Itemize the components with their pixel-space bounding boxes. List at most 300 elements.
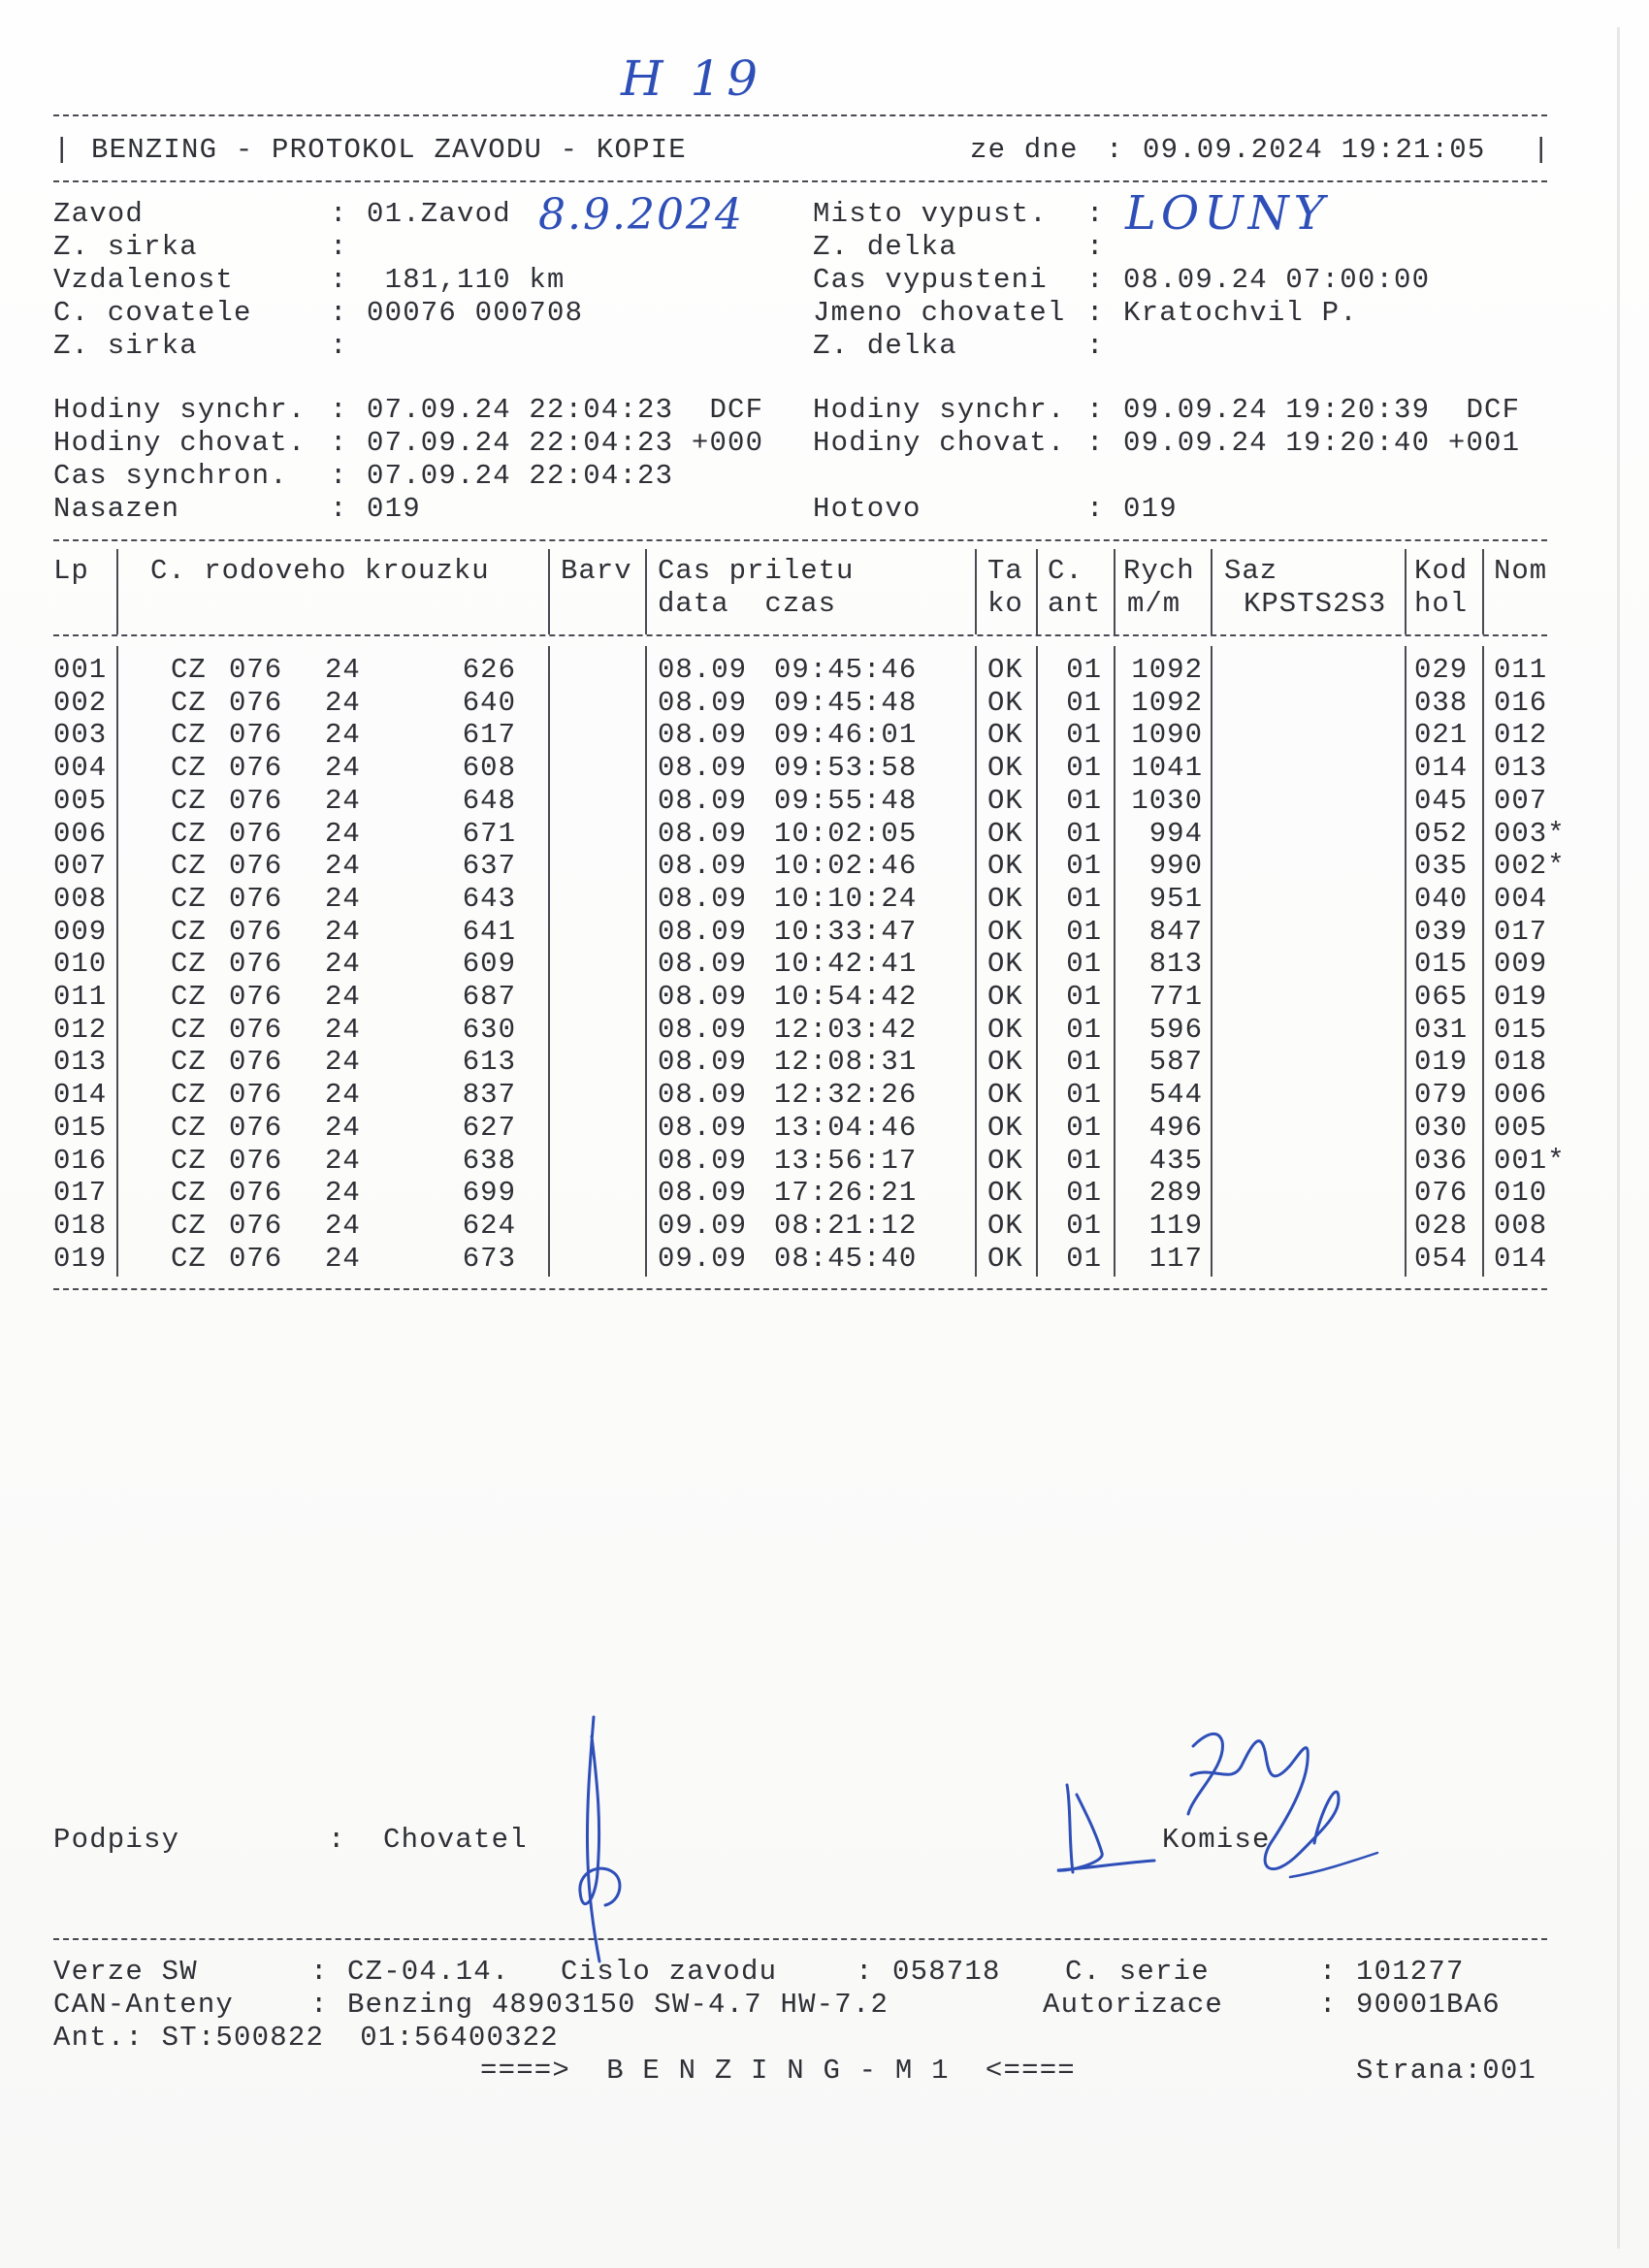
cell-date: 09.09: [658, 1243, 748, 1275]
cell-ring: 638: [462, 1145, 516, 1177]
sync-left-value: 019: [367, 493, 421, 525]
cell-org: 076: [229, 719, 283, 751]
cell-lp: 002: [53, 687, 108, 719]
cell-ant: 01: [1066, 719, 1102, 751]
cell-lp: 013: [53, 1046, 108, 1078]
info-right-value: Kratochvil P.: [1123, 297, 1358, 329]
header-saz-line2: KPSTS2S3: [1244, 588, 1387, 620]
cell-ant: 01: [1066, 654, 1102, 686]
sync-right-label: Hotovo: [813, 493, 922, 525]
cell-rych: 771: [1148, 981, 1203, 1013]
signatures-colon: :: [328, 1824, 346, 1856]
header-bottom-rule: [53, 180, 1547, 182]
cell-org: 076: [229, 850, 283, 882]
info-left-colon: :: [330, 297, 348, 329]
cell-ring: 643: [462, 883, 516, 915]
cell-org: 076: [229, 981, 283, 1013]
sync-left-label: Nasazen: [53, 493, 180, 525]
cell-ant: 01: [1066, 1243, 1102, 1275]
commission-signature: [1048, 1707, 1416, 1901]
cell-date: 08.09: [658, 818, 748, 850]
cell-ant: 01: [1066, 883, 1102, 915]
info-right-colon: :: [1086, 264, 1105, 296]
header-kod-line2: hol: [1414, 588, 1469, 620]
cell-time: 09:55:48: [774, 785, 918, 817]
cell-country: CZ: [171, 1210, 207, 1242]
cell-country: CZ: [171, 1112, 207, 1144]
sync-left-colon: :: [330, 460, 348, 492]
cell-ant: 01: [1066, 1145, 1102, 1177]
cell-time: 12:03:42: [774, 1014, 918, 1046]
cell-rych: 1092: [1131, 654, 1203, 686]
info-left-label: Z. sirka: [53, 330, 198, 362]
cell-tako: OK: [987, 1112, 1023, 1144]
cell-ring: 671: [462, 818, 516, 850]
cell-ant: 01: [1066, 1112, 1102, 1144]
cell-rych: 1041: [1131, 752, 1203, 784]
auth-colon: :: [1319, 1989, 1338, 2021]
cell-year: 24: [325, 1243, 361, 1275]
cell-org: 076: [229, 654, 283, 686]
cell-country: CZ: [171, 719, 207, 751]
cell-country: CZ: [171, 1177, 207, 1209]
column-divider: [975, 549, 977, 634]
can-label: CAN-Anteny: [53, 1989, 235, 2021]
cell-time: 09:53:58: [774, 752, 918, 784]
cell-ring: 630: [462, 1014, 516, 1046]
cell-rych: 587: [1148, 1046, 1203, 1078]
signatures-label: Podpisy: [53, 1824, 180, 1856]
cell-country: CZ: [171, 981, 207, 1013]
info-left-colon: :: [330, 231, 348, 263]
cell-ant: 01: [1066, 1210, 1102, 1242]
cell-ring: 837: [462, 1079, 516, 1111]
cell-year: 24: [325, 883, 361, 915]
cell-nom: 003*: [1494, 818, 1566, 850]
cell-year: 24: [325, 1046, 361, 1078]
cell-kod: 076: [1414, 1177, 1469, 1209]
info-right-colon: :: [1086, 198, 1105, 230]
cell-org: 076: [229, 1112, 283, 1144]
cell-date: 08.09: [658, 883, 748, 915]
cell-date: 08.09: [658, 1177, 748, 1209]
cell-kod: 030: [1414, 1112, 1469, 1144]
info-right-label: Z. delka: [813, 231, 957, 263]
table-bottom-rule: [53, 1288, 1547, 1290]
serie-colon: :: [1319, 1956, 1338, 1988]
cell-country: CZ: [171, 1243, 207, 1275]
cell-year: 24: [325, 1177, 361, 1209]
cell-ring: 627: [462, 1112, 516, 1144]
cell-date: 08.09: [658, 687, 748, 719]
cell-date: 08.09: [658, 850, 748, 882]
cell-country: CZ: [171, 687, 207, 719]
auth-value: 90001BA6: [1356, 1989, 1501, 2021]
cell-lp: 006: [53, 818, 108, 850]
cell-year: 24: [325, 981, 361, 1013]
cell-lp: 008: [53, 883, 108, 915]
commission-label: Komise: [1162, 1824, 1271, 1856]
auth-label: Autorizace: [1043, 1989, 1224, 2021]
cell-year: 24: [325, 916, 361, 948]
cell-ring: 608: [462, 752, 516, 784]
cell-time: 17:26:21: [774, 1177, 918, 1209]
column-divider: [548, 646, 550, 1277]
cell-time: 10:42:41: [774, 948, 918, 980]
column-divider: [975, 646, 977, 1277]
sync-left-value: 07.09.24 22:04:23 +000: [367, 427, 764, 459]
cell-nom: 013: [1494, 752, 1548, 784]
header-date-colon: :: [1106, 134, 1124, 166]
cell-ring: 637: [462, 850, 516, 882]
cell-date: 08.09: [658, 1112, 748, 1144]
cell-year: 24: [325, 1145, 361, 1177]
cell-rych: 496: [1148, 1112, 1203, 1144]
column-divider: [1482, 549, 1484, 634]
cell-date: 08.09: [658, 1079, 748, 1111]
cell-ant: 01: [1066, 818, 1102, 850]
cell-lp: 010: [53, 948, 108, 980]
can-value: Benzing 48903150 SW-4.7 HW-7.2: [347, 1989, 889, 2021]
sync-right-value: 09.09.24 19:20:39 DCF: [1123, 394, 1521, 426]
column-divider: [1036, 646, 1038, 1277]
handwritten-place: LOUNY: [1125, 186, 1330, 241]
cell-ring: 624: [462, 1210, 516, 1242]
info-right-value: 08.09.24 07:00:00: [1123, 264, 1431, 296]
cell-nom: 006: [1494, 1079, 1548, 1111]
cell-year: 24: [325, 752, 361, 784]
cell-tako: OK: [987, 883, 1023, 915]
cell-org: 076: [229, 1014, 283, 1046]
cell-tako: OK: [987, 752, 1023, 784]
cell-ring: 626: [462, 654, 516, 686]
cell-kod: 029: [1414, 654, 1469, 686]
header-rych-line1: Rych: [1123, 555, 1195, 587]
cell-nom: 007: [1494, 785, 1548, 817]
cell-kod: 014: [1414, 752, 1469, 784]
cell-year: 24: [325, 1079, 361, 1111]
sync-right-colon: :: [1086, 427, 1105, 459]
cell-lp: 014: [53, 1079, 108, 1111]
cell-country: CZ: [171, 948, 207, 980]
cell-time: 10:02:05: [774, 818, 918, 850]
cell-date: 08.09: [658, 948, 748, 980]
sync-right-colon: :: [1086, 394, 1105, 426]
cell-year: 24: [325, 818, 361, 850]
cell-nom: 008: [1494, 1210, 1548, 1242]
cell-rych: 289: [1148, 1177, 1203, 1209]
sync-left-value: 07.09.24 22:04:23: [367, 460, 674, 492]
verze-colon: :: [310, 1956, 329, 1988]
cell-nom: 018: [1494, 1046, 1548, 1078]
cell-date: 08.09: [658, 752, 748, 784]
cell-kod: 036: [1414, 1145, 1469, 1177]
info-left-label: Z. sirka: [53, 231, 198, 263]
info-left-colon: :: [330, 330, 348, 362]
cell-time: 10:10:24: [774, 883, 918, 915]
cislo-colon: :: [856, 1956, 874, 1988]
cislo-value: 058718: [892, 1956, 1001, 1988]
cell-ring: 617: [462, 719, 516, 751]
verze-value: CZ-04.14.: [347, 1956, 510, 1988]
cell-country: CZ: [171, 1079, 207, 1111]
cell-kod: 038: [1414, 687, 1469, 719]
cell-ant: 01: [1066, 1177, 1102, 1209]
cell-tako: OK: [987, 948, 1023, 980]
cell-nom: 019: [1494, 981, 1548, 1013]
info-right-label: Misto vypust.: [813, 198, 1048, 230]
cell-ant: 01: [1066, 916, 1102, 948]
cell-tako: OK: [987, 818, 1023, 850]
info-left-label: C. covatele: [53, 297, 252, 329]
column-divider: [1405, 549, 1406, 634]
column-divider: [645, 549, 647, 634]
cell-year: 24: [325, 785, 361, 817]
info-left-colon: :: [330, 264, 348, 296]
column-divider: [116, 646, 118, 1277]
cell-year: 24: [325, 1210, 361, 1242]
cell-rych: 117: [1148, 1243, 1203, 1275]
cell-kod: 040: [1414, 883, 1469, 915]
serie-label: C. serie: [1065, 1956, 1210, 1988]
sync-right-value: 019: [1123, 493, 1178, 525]
cell-kod: 052: [1414, 818, 1469, 850]
cell-time: 13:04:46: [774, 1112, 918, 1144]
cell-lp: 016: [53, 1145, 108, 1177]
cell-nom: 017: [1494, 916, 1548, 948]
cell-org: 076: [229, 1046, 283, 1078]
cell-date: 08.09: [658, 785, 748, 817]
cell-country: CZ: [171, 916, 207, 948]
header-ring: C. rodoveho krouzku: [150, 555, 490, 587]
cell-lp: 004: [53, 752, 108, 784]
cell-kod: 039: [1414, 916, 1469, 948]
column-divider: [1114, 646, 1116, 1277]
column-divider: [1211, 646, 1212, 1277]
cell-time: 12:08:31: [774, 1046, 918, 1078]
cell-ant: 01: [1066, 687, 1102, 719]
cell-tako: OK: [987, 1243, 1023, 1275]
info-left-label: Vzdalenost: [53, 264, 235, 296]
sync-left-colon: :: [330, 493, 348, 525]
cell-lp: 007: [53, 850, 108, 882]
cell-kod: 019: [1414, 1046, 1469, 1078]
sync-left-label: Hodiny chovat.: [53, 427, 307, 459]
cell-org: 076: [229, 1145, 283, 1177]
header-date-label: ze dne: [970, 134, 1079, 166]
cell-ring: 609: [462, 948, 516, 980]
column-divider: [1114, 549, 1116, 634]
cell-lp: 017: [53, 1177, 108, 1209]
cell-time: 10:33:47: [774, 916, 918, 948]
cell-time: 08:21:12: [774, 1210, 918, 1242]
cell-ant: 01: [1066, 752, 1102, 784]
cell-tako: OK: [987, 1014, 1023, 1046]
header-nom: Nom: [1494, 555, 1548, 587]
cell-ring: 640: [462, 687, 516, 719]
info-left-value: 01.Zavod: [367, 198, 511, 230]
cell-tako: OK: [987, 981, 1023, 1013]
cell-tako: OK: [987, 916, 1023, 948]
cell-nom: 005: [1494, 1112, 1548, 1144]
cell-kod: 079: [1414, 1079, 1469, 1111]
cell-date: 08.09: [658, 916, 748, 948]
header-saz-line1: Saz: [1224, 555, 1278, 587]
cell-country: CZ: [171, 1145, 207, 1177]
cell-kod: 045: [1414, 785, 1469, 817]
benzing-banner: ====> B E N Z I N G - M 1 <====: [480, 2055, 1076, 2087]
sync-right-label: Hodiny chovat.: [813, 427, 1066, 459]
cell-kod: 028: [1414, 1210, 1469, 1242]
page-number: Strana:001: [1356, 2055, 1537, 2087]
cell-year: 24: [325, 687, 361, 719]
header-lp: Lp: [53, 555, 89, 587]
header-rych-line2: m/m: [1127, 588, 1181, 620]
cell-org: 076: [229, 883, 283, 915]
cell-country: CZ: [171, 818, 207, 850]
cell-nom: 011: [1494, 654, 1548, 686]
cell-rych: 1090: [1131, 719, 1203, 751]
cell-date: 08.09: [658, 1145, 748, 1177]
cell-country: CZ: [171, 752, 207, 784]
cell-time: 10:54:42: [774, 981, 918, 1013]
header-right-bar: |: [1533, 134, 1551, 166]
cell-rych: 435: [1148, 1145, 1203, 1177]
cell-ant: 01: [1066, 1046, 1102, 1078]
cell-lp: 003: [53, 719, 108, 751]
cell-ant: 01: [1066, 850, 1102, 882]
column-divider: [1036, 549, 1038, 634]
column-divider: [1405, 646, 1406, 1277]
cell-lp: 005: [53, 785, 108, 817]
cell-year: 24: [325, 1112, 361, 1144]
cell-time: 08:45:40: [774, 1243, 918, 1275]
sync-left-colon: :: [330, 427, 348, 459]
cell-org: 076: [229, 1243, 283, 1275]
cell-country: CZ: [171, 850, 207, 882]
info-right-label: Jmeno chovatel: [813, 297, 1066, 329]
cell-time: 10:02:46: [774, 850, 918, 882]
cell-ring: 699: [462, 1177, 516, 1209]
breeder-signature: [543, 1707, 650, 1969]
sync-right-value: 09.09.24 19:20:40 +001: [1123, 427, 1521, 459]
cell-rych: 596: [1148, 1014, 1203, 1046]
cell-time: 12:32:26: [774, 1079, 918, 1111]
cell-nom: 015: [1494, 1014, 1548, 1046]
handwritten-page-mark: H 19: [621, 50, 764, 107]
header-kod-line1: Kod: [1414, 555, 1469, 587]
cell-tako: OK: [987, 1145, 1023, 1177]
cell-lp: 009: [53, 916, 108, 948]
cell-year: 24: [325, 850, 361, 882]
cell-ant: 01: [1066, 1014, 1102, 1046]
can-colon: :: [310, 1989, 329, 2021]
ant-line: Ant.: ST:500822 01:56400322: [53, 2022, 559, 2054]
cell-org: 076: [229, 752, 283, 784]
cell-ring: 687: [462, 981, 516, 1013]
info-right-label: Cas vypusteni: [813, 264, 1048, 296]
column-divider: [1211, 549, 1212, 634]
table-header-rule: [53, 634, 1547, 636]
cell-ring: 648: [462, 785, 516, 817]
cell-nom: 002*: [1494, 850, 1566, 882]
cell-date: 08.09: [658, 654, 748, 686]
cell-nom: 012: [1494, 719, 1548, 751]
cell-rych: 1030: [1131, 785, 1203, 817]
cell-lp: 012: [53, 1014, 108, 1046]
cell-country: CZ: [171, 1014, 207, 1046]
header-tako-line1: Ta: [987, 555, 1023, 587]
cell-rych: 951: [1148, 883, 1203, 915]
cell-nom: 004: [1494, 883, 1548, 915]
sync-left-label: Hodiny synchr.: [53, 394, 307, 426]
cell-org: 076: [229, 1177, 283, 1209]
column-divider: [1482, 646, 1484, 1277]
cell-time: 09:46:01: [774, 719, 918, 751]
cell-tako: OK: [987, 850, 1023, 882]
cell-year: 24: [325, 1014, 361, 1046]
cell-kod: 054: [1414, 1243, 1469, 1275]
cell-kod: 015: [1414, 948, 1469, 980]
cell-year: 24: [325, 719, 361, 751]
info-right-colon: :: [1086, 330, 1105, 362]
header-left-bar: |: [53, 134, 72, 166]
breeder-label: Chovatel: [383, 1824, 528, 1856]
handwritten-date: 8.9.2024: [538, 190, 744, 240]
cell-country: CZ: [171, 654, 207, 686]
column-divider: [645, 646, 647, 1277]
column-divider: [548, 549, 550, 634]
cell-country: CZ: [171, 785, 207, 817]
cell-org: 076: [229, 687, 283, 719]
header-date-value: 09.09.2024 19:21:05: [1143, 134, 1486, 166]
serie-value: 101277: [1356, 1956, 1465, 1988]
cell-year: 24: [325, 654, 361, 686]
cell-tako: OK: [987, 1046, 1023, 1078]
cell-tako: OK: [987, 654, 1023, 686]
cell-lp: 001: [53, 654, 108, 686]
cell-date: 08.09: [658, 1014, 748, 1046]
footer-top-rule: [53, 1938, 1547, 1940]
cell-rych: 847: [1148, 916, 1203, 948]
cell-nom: 010: [1494, 1177, 1548, 1209]
sync-right-label: Hodiny synchr.: [813, 394, 1066, 426]
cell-date: 09.09: [658, 1210, 748, 1242]
cell-org: 076: [229, 818, 283, 850]
cislo-label: Cislo zavodu: [561, 1956, 778, 1988]
cell-rych: 994: [1148, 818, 1203, 850]
cell-rych: 119: [1148, 1210, 1203, 1242]
cell-kod: 065: [1414, 981, 1469, 1013]
cell-nom: 001*: [1494, 1145, 1566, 1177]
header-top-rule: [53, 114, 1547, 116]
verze-label: Verze SW: [53, 1956, 198, 1988]
cell-ring: 673: [462, 1243, 516, 1275]
sync-left-value: 07.09.24 22:04:23 DCF: [367, 394, 764, 426]
cell-org: 076: [229, 916, 283, 948]
cell-nom: 016: [1494, 687, 1548, 719]
cell-date: 08.09: [658, 981, 748, 1013]
info-left-label: Zavod: [53, 198, 145, 230]
cell-org: 076: [229, 785, 283, 817]
sync-left-colon: :: [330, 394, 348, 426]
header-ant-line1: C.: [1048, 555, 1083, 587]
column-divider: [116, 549, 118, 634]
cell-lp: 011: [53, 981, 108, 1013]
sync-left-label: Cas synchron.: [53, 460, 307, 492]
sync-right-colon: :: [1086, 493, 1105, 525]
cell-tako: OK: [987, 687, 1023, 719]
